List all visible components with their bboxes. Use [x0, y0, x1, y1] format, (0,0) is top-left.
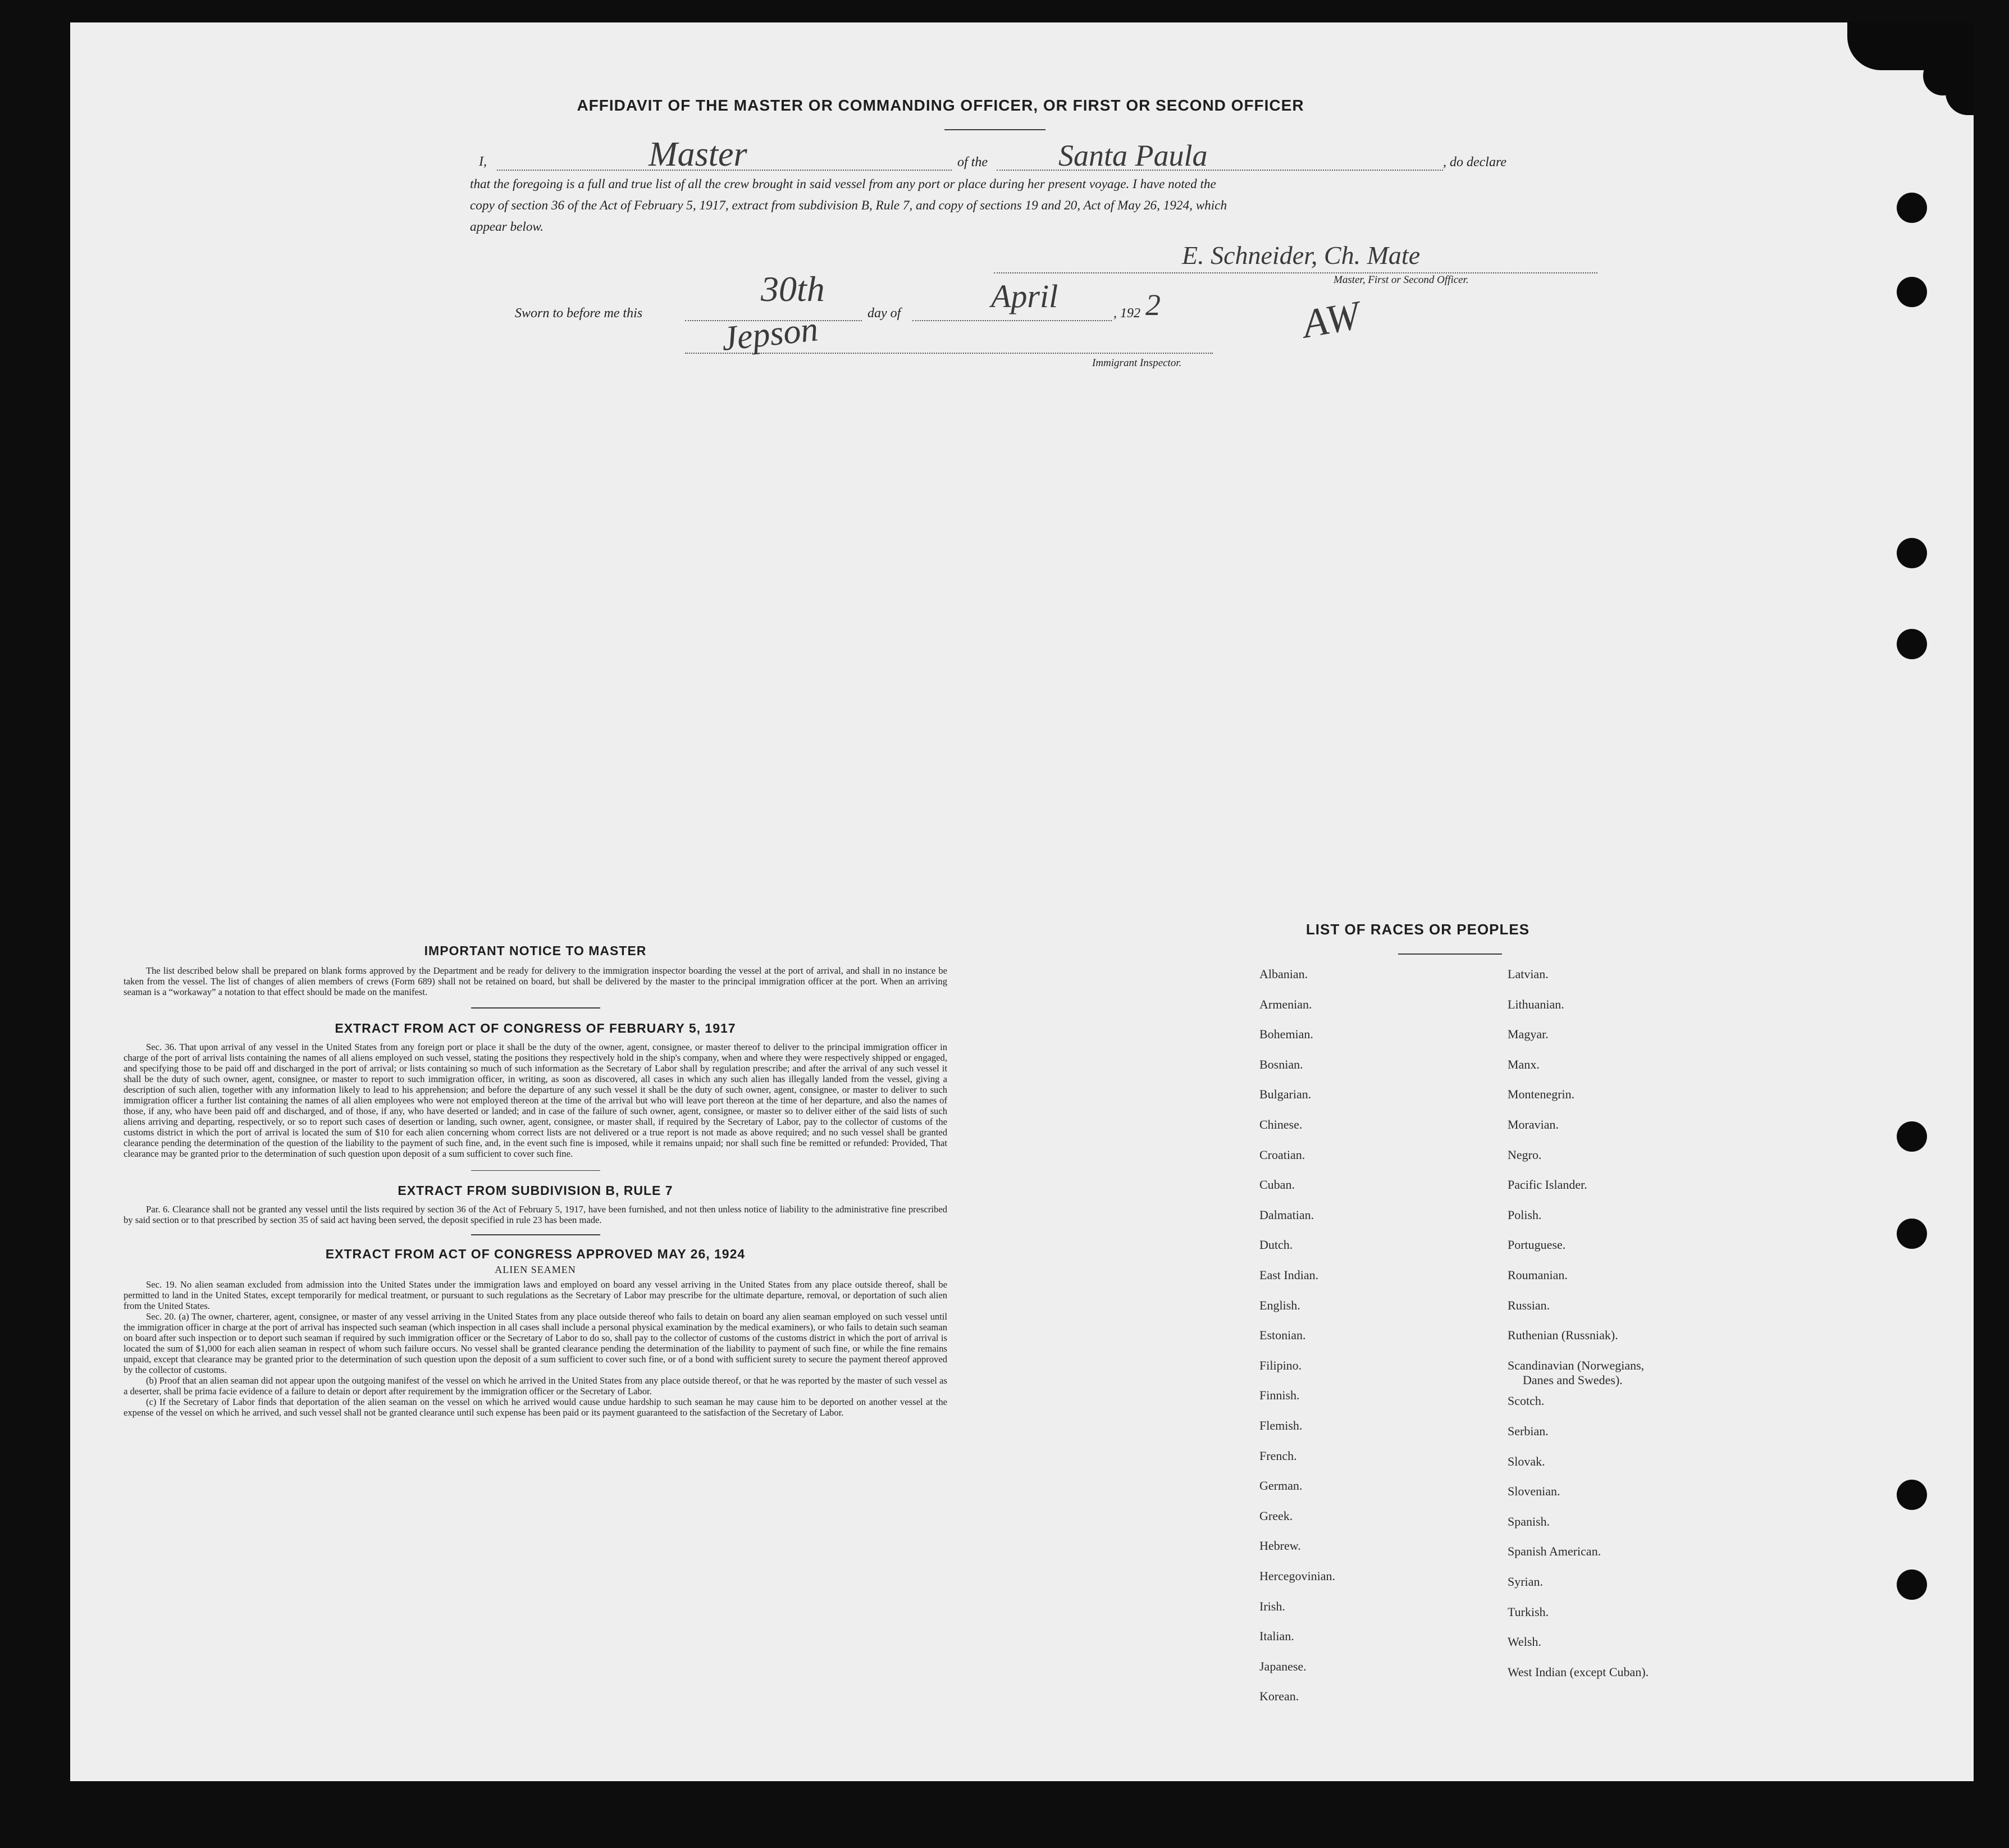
year-prefix: , 192: [1113, 306, 1140, 321]
declarant-handwritten: Master: [649, 135, 747, 174]
race-item-left: Croatian.: [1259, 1147, 1305, 1162]
race-item-right: Spanish American.: [1508, 1544, 1601, 1559]
race-item-right: Slovenian.: [1508, 1484, 1560, 1499]
race-item-right: Syrian.: [1508, 1575, 1543, 1589]
affidavit-title-rule: [944, 129, 1045, 130]
race-item-right: Lithuanian.: [1508, 997, 1564, 1011]
race-item-right: Welsh.: [1508, 1635, 1541, 1649]
sworn-label: Sworn to before me this: [515, 306, 643, 321]
race-item-left: Chinese.: [1259, 1117, 1303, 1131]
initials-handwritten: AW: [1299, 292, 1363, 347]
binder-hole: [1897, 1121, 1927, 1152]
binder-hole: [1897, 1219, 1927, 1249]
signature-line: [994, 272, 1597, 273]
extract-rule7-text: Par. 6. Clearance shall not be granted any vessel until the lists required by section 36 of the Act of February 5, 1917, have been furnished, and not then unless notice of liability to the administrative fine prescribed by said section or to that prescribed by section 35 of said act having been served, the deposit specified in rule 23 has been made.: [124, 1204, 947, 1225]
signature-caption: Master, First or Second Officer.: [1334, 274, 1469, 286]
affidavit-line-3: appear below.: [470, 220, 544, 234]
race-item-right: Magyar.: [1508, 1027, 1549, 1042]
extract-1917-rule: [471, 1170, 600, 1171]
race-item-right: Montenegrin.: [1508, 1087, 1575, 1102]
race-item-right: Serbian.: [1508, 1424, 1549, 1438]
race-item-right: Portuguese.: [1508, 1238, 1566, 1252]
affidavit-line-2: copy of section 36 of the Act of February 5, 1917, extract from subdivision B, Rule 7, and copy of sections 19 and 20, Act of May 26, 1924, which: [470, 198, 1227, 213]
race-item-left: Bosnian.: [1259, 1057, 1303, 1071]
extract-rule7-rule: [471, 1234, 600, 1235]
inspector-caption: Immigrant Inspector.: [1092, 357, 1182, 369]
race-item-left: German.: [1259, 1479, 1303, 1493]
extract-1917-text: Sec. 36. That upon arrival of any vessel in the United States from any foreign port or place it shall be the duty of the owner, agent, consignee, or master thereof to deliver to the principal immigration officer in charge of the port of arrival lists containing the names of all aliens employed on such vessel, stating the positions they respectively hold in the ship's company, when and where they were respectively shipped or engaged, and specifying those to be paid off and discharged in the port of arrival; or lists containing so much of such information as the Secretary of Labor shall by regulation prescribe; and after the arrival of any such vessel it shall be the duty of such owner, agent, consignee, or master to report to such immigration officer, in writing, as soon as discovered, all cases in which any such alien has illegally landed from the vessel, giving a description of such alien, together with any information likely to lead to his apprehension; and before the departure of any such vessel it shall be the duty of such owner, agent, consignee, or master to deliver to such immigration officer a further list containing the names of all alien employees who were not employed thereon at the time of the arrival but who will leave port thereon at the time of her departure, and also the names of those, if any, who have been paid off and discharged, and of those, if any, who have deserted or landed; and in case of the failure of such owner, agent, consignee, or master so to deliver either of the said lists of such aliens arriving and departing, respectively, or so to report such cases of desertion or landing, such owner, agent, consignee, or master shall, if required by the Secretary of Labor, pay to the collector of customs of the customs district in which the port of arrival is located the sum of $10 for each alien concerning whom correct lists are not delivered or a true report is not made as above required; and no such vessel shall be granted clearance pending the determination of the question of the liability to the payment of such fine, and, in the event such fine is imposed, while it remains unpaid; nor shall such fine be remitted or refunded: Provided, That clearance may be granted prior to the determination of such question upon deposit of a sum sufficient to cover such fine.: [124, 1041, 947, 1159]
race-item-right: Spanish.: [1508, 1514, 1550, 1528]
extract-1917-title: EXTRACT FROM ACT OF CONGRESS OF FEBRUARY 5, 1917: [335, 1020, 736, 1035]
binder-hole: [1897, 1569, 1927, 1600]
i-label: I,: [479, 154, 487, 169]
race-item-left: Korean.: [1259, 1689, 1299, 1704]
race-item-left: English.: [1259, 1298, 1300, 1312]
notice-title: IMPORTANT NOTICE TO MASTER: [424, 943, 647, 958]
extract-1924-subtitle: ALIEN SEAMEN: [495, 1263, 576, 1275]
race-item-right: Pacific Islander.: [1508, 1178, 1587, 1192]
race-item-left: Hebrew.: [1259, 1539, 1301, 1553]
race-item-right: Ruthenian (Russniak).: [1508, 1328, 1618, 1343]
extract-1924-sec20a: Sec. 20. (a) The owner, charterer, agent, consignee, or master of any vessel arriving in the United States from any place outside thereof who fails to detain on board any alien seaman employed on such vessel until the immigration officer in charge at the port of arrival has inspected such seaman (which inspection in all cases shall include a personal physical examination by the medical examiners), or who fails to detain such seaman on board after such inspection or to deport such seaman if required by such immigration officer or the Secretary of Labor to do so, shall pay to the collector of customs of the customs district in which the port of arrival is located the sum of $1,000 for each alien seaman in respect of whom such failure occurs. No vessel shall be granted clearance pending the determination of the liability to payment of such fine, or while the fine remains unpaid, except that clearance may be granted prior to the determination of such question upon the deposit of a sum sufficient to cover such fine, or of a bond with sufficient surety to secure the payment thereof approved by the collector of customs.: [124, 1311, 947, 1375]
race-item-left: Greek.: [1259, 1508, 1293, 1523]
race-item-right: Russian.: [1508, 1298, 1550, 1312]
binder-hole: [1897, 629, 1927, 659]
notice-column: [124, 943, 947, 1418]
race-item-left: Cuban.: [1259, 1178, 1295, 1192]
month-line: [912, 320, 1112, 321]
race-item-left: Finnish.: [1259, 1388, 1300, 1403]
extract-rule7-title: EXTRACT FROM SUBDIVISION B, RULE 7: [398, 1183, 673, 1198]
race-item-left: Albanian.: [1259, 967, 1308, 981]
race-item-right: Manx.: [1508, 1057, 1540, 1071]
race-item-left: French.: [1259, 1448, 1297, 1463]
race-item-left: Flemish.: [1259, 1418, 1303, 1432]
race-item-right: Negro.: [1508, 1147, 1542, 1162]
race-item-right: West Indian (except Cuban).: [1508, 1664, 1649, 1679]
race-item-right: Polish.: [1508, 1207, 1542, 1222]
month-handwritten: April: [991, 278, 1058, 314]
vessel-handwritten: Santa Paula: [1058, 139, 1208, 172]
race-item-left: Irish.: [1259, 1599, 1285, 1613]
do-declare-label: , do declare: [1443, 155, 1507, 170]
races-title: LIST OF RACES OR PEOPLES: [1305, 921, 1530, 938]
race-item-left: Italian.: [1259, 1629, 1294, 1644]
year-handwritten: 2: [1145, 288, 1161, 322]
notice-rule: [471, 1007, 600, 1009]
race-item-left: Hercegovinian.: [1259, 1569, 1335, 1583]
torn-corner: [1923, 56, 1962, 95]
race-item-left: Japanese.: [1259, 1659, 1307, 1673]
race-item-left: East Indian.: [1259, 1268, 1319, 1282]
races-title-rule: [1398, 953, 1502, 955]
extract-1924-title: EXTRACT FROM ACT OF CONGRESS APPROVED MAY 26, 1924: [325, 1246, 746, 1261]
race-item-left: Bulgarian.: [1259, 1087, 1312, 1102]
race-item-right: Latvian.: [1508, 967, 1549, 981]
race-scandinavian-cont: Danes and Swedes).: [1523, 1373, 1623, 1387]
race-item-right: Scandinavian (Norwegians,: [1508, 1358, 1645, 1372]
day-of-label: day of: [867, 306, 901, 321]
affidavit-title: AFFIDAVIT OF THE MASTER OR COMMANDING OFFICER, OR FIRST OR SECOND OFFICER: [577, 97, 1304, 114]
binder-hole: [1897, 277, 1927, 307]
race-item-left: Dutch.: [1259, 1238, 1293, 1252]
day-handwritten: 30th: [761, 269, 825, 309]
extract-1924-sec19: Sec. 19. No alien seaman excluded from admission into the United States under the immigration laws and employed on board any vessel arriving in the United States from any place outside thereof, shall be permitted to land in the United States, except temporarily for medical treatment, or pursuant to such regulations as the Secretary of Labor may prescribe for the ultimate departure, removal, or deportation of such alien from the United States.: [124, 1279, 947, 1311]
extract-1924-sec20c: (c) If the Secretary of Labor finds that deportation of the alien seaman on the vessel on which he arrived would cause undue hardship to such seaman he may cause him to be deported on another vessel at the expense of the vessel on which he arrived, and such vessel shall not be granted clearance until such expense has been paid or its payment guaranteed to the satisfaction of the Secretary of Labor.: [124, 1396, 947, 1418]
race-item-right: Scotch.: [1508, 1394, 1545, 1408]
binder-hole: [1897, 538, 1927, 568]
signature-handwritten: E. Schneider, Ch. Mate: [1182, 241, 1421, 270]
race-item-right: Roumanian.: [1508, 1268, 1568, 1282]
race-item-left: Armenian.: [1259, 997, 1312, 1011]
race-item-left: Estonian.: [1259, 1328, 1306, 1343]
inspector-handwritten: Jepson: [719, 310, 820, 358]
binder-hole: [1897, 1480, 1927, 1510]
binder-hole: [1897, 193, 1927, 223]
race-item-right: Slovak.: [1508, 1454, 1545, 1468]
race-item-left: Dalmatian.: [1259, 1207, 1314, 1222]
of-the-label: of the: [957, 155, 988, 170]
race-item-left: Bohemian.: [1259, 1027, 1313, 1042]
form-page: [70, 22, 1974, 1781]
race-item-right: Moravian.: [1508, 1117, 1559, 1131]
extract-1924-sec20b: (b) Proof that an alien seaman did not appear upon the outgoing manifest of the vessel on which he arrived in the United States from any place outside thereof, or that he was reported by the master of such vessel as a deserter, shall be prima facie evidence of a failure to detain or deport after requirement by the immigration officer or the Secretary of Labor.: [124, 1375, 947, 1397]
race-item-right: Turkish.: [1508, 1604, 1549, 1619]
notice-text: The list described below shall be prepared on blank forms approved by the Department and be ready for delivery to the immigration inspector boarding the vessel at the port of arrival, and shall in no instance be taken from the vessel. The list of changes of alien members of crews (Form 689) shall not be retained on board, but shall be delivered by the master to the principal immigration officer at the port. When an arriving seaman is a “workaway” a notation to that effect should be made on the manifest.: [124, 965, 947, 997]
affidavit-line-1: that the foregoing is a full and true list of all the crew brought in said vessel from any port or place during her present voyage. I have noted the: [470, 177, 1216, 191]
race-item-left: Filipino.: [1259, 1358, 1302, 1372]
